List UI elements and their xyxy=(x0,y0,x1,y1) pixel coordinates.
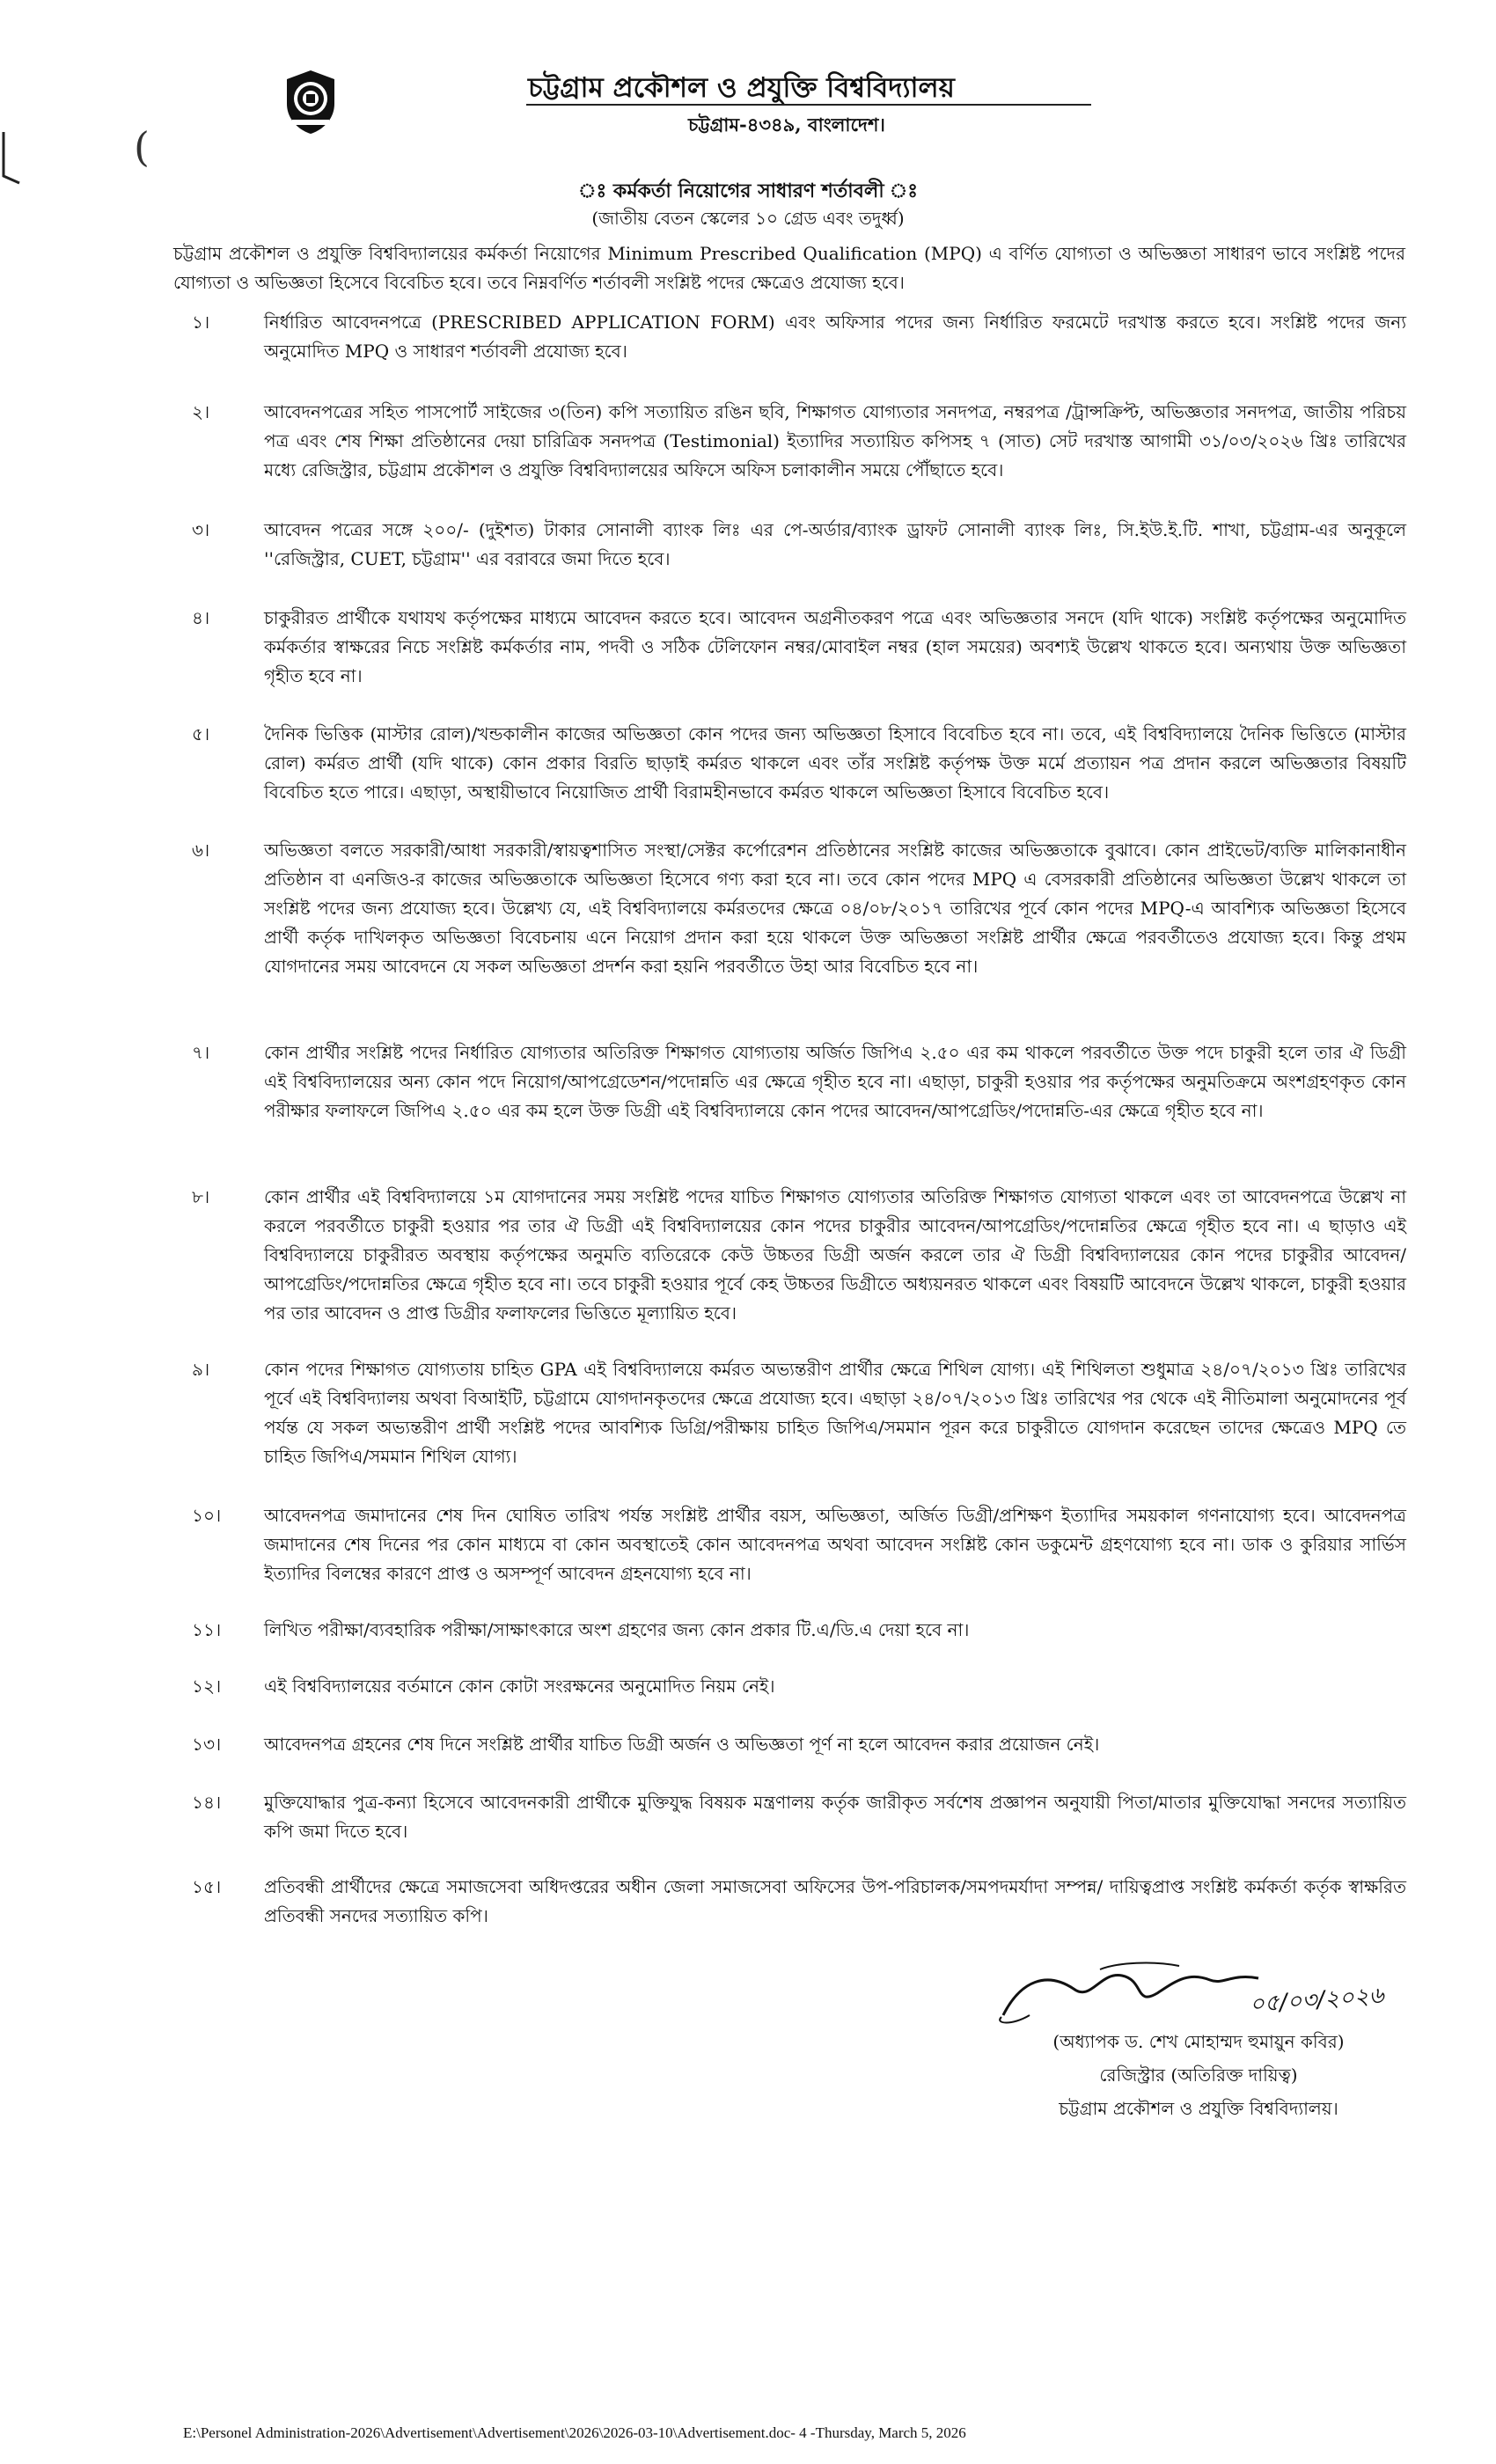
clause-text: চাকুরীরত প্রার্থীকে যথাযথ কর্তৃপক্ষের মাধ্যমে আবেদন করতে হবে। আবেদন অগ্রনীতকরণ পত্রে এবং অভিজ্ঞতার সনদে (যদি থাকে) সংশ্লিষ্ট কর্তৃপক্ষের অনুমোদিত কর্মকর্তার স্বাক্ষরের নিচে সংশ্লিষ্ট কর্মকর্তার নাম, পদবী ও সঠিক টেলিফোন নম্বর/মোবাইল নম্বর (হাল সময়ের) অবশ্যই উল্লেখ থাকতে হবে। অন্যথায় উক্ত অভিজ্ঞতা গৃহীত হবে না। xyxy=(264,607,1406,686)
signatory-name: (অধ্যাপক ড. শেখ মোহাম্মদ হুমায়ুন কবির) xyxy=(1052,2031,1345,2052)
signature-date: ০৫/০৩/২০২৬ xyxy=(1249,1982,1385,2019)
university-name: চট্টগ্রাম প্রকৌশল ও প্রযুক্তি বিশ্ববিদ্যালয় xyxy=(528,72,955,104)
university-address: চট্টগ্রাম-৪৩৪৯, বাংলাদেশ। xyxy=(688,114,885,136)
clause-number: ৪। xyxy=(192,607,210,628)
clause-number: ২। xyxy=(192,401,210,422)
clause-text: এই বিশ্ববিদ্যালয়ের বর্তমানে কোন কোটা সংরক্ষনের অনুমোদিত নিয়ম নেই। xyxy=(264,1676,775,1697)
intro-paragraph: চট্টগ্রাম প্রকৌশল ও প্রযুক্তি বিশ্ববিদ্যালয়ের কর্মকর্তা নিয়োগের Minimum Prescribed Qualification (MPQ) এ বর্ণিত যোগ্যতা ও অভিজ্ঞতা সাধারণ ভাবে সংশ্লিষ্ট পদের যোগ্যতা ও অভিজ্ঞতা হিসেবে বিবেচিত হবে। তবে নিম্নবর্ণিত শর্তাবলী সংশ্লিষ্ট পদের ক্ষেত্রেও প্রযোজ্য হবে। xyxy=(173,243,1405,293)
clause-number: ৫। xyxy=(192,723,210,744)
clause-number: ১১। xyxy=(192,1619,222,1640)
clause-text: কোন পদের শিক্ষাগত যোগ্যতায় চাহিত GPA এই বিশ্ববিদ্যালয়ে কর্মরত অভ্যন্তরীণ প্রার্থীর ক্ষেত্রে শিথিল যোগ্য। এই শিথিলতা শুধুমাত্র ২৪/০৭/২০১৩ খ্রিঃ তারিখের পূর্বে এই বিশ্ববিদ্যালয় অথবা বিআইটি, চট্টগ্রামে যোগদানকৃতদের ক্ষেত্রে প্রযোজ্য হবে। এছাড়া ২৪/০৭/২০১৩ খ্রিঃ তারিখের পর থেকে এই নীতিমালা অনুমোদনের পূর্ব পর্যন্ত যে সকল অভ্যন্তরীণ প্রার্থী সংশ্লিষ্ট পদের আবশ্যিক ডিগ্রি/পরীক্ষায় চাহিত জিপিএ/সমমান পূরন করে চাকুরীতে যোগদান করেছেন তাদের ক্ষেত্রেও MPQ তে চাহিত জিপিএ/সমমান শিথিল যোগ্য। xyxy=(264,1359,1406,1467)
clause-text: কোন প্রার্থীর এই বিশ্ববিদ্যালয়ে ১ম যোগদানের সময় সংশ্লিষ্ট পদের যাচিত শিক্ষাগত যোগ্যতার অতিরিক্ত শিক্ষাগত যোগ্যতা থাকলে এবং তা আবেদনপত্রে উল্লেখ না করলে পরবর্তীতে চাকুরী হওয়ার পর তার ঐ ডিগ্রী এই বিশ্ববিদ্যালয়ের কোন পদের চাকুরীর আবেদন/আপগ্রেডিং/পদোন্নতির ক্ষেত্রে গৃহীত হবে না। এ ছাড়াও এই বিশ্ববিদ্যালয়ে চাকুরীরত অবস্থায় কর্তৃপক্ষের অনুমতি ব্যতিরেকে কেউ উচ্চতর ডিগ্রী অর্জন করলে তার ঐ ডিগ্রী বিশ্ববিদ্যালয়ের কোন পদের চাকুরীর আবেদন/আপগ্রেডিং/পদোন্নতির ক্ষেত্রে গৃহীত হবে না। তবে চাকুরী হওয়ার পূর্বে কেহ উচ্চতর ডিগ্রীতে অধ্যয়নরত থাকলে এবং বিষয়টি আবেদনে উল্লেখ থাকলে, চাকুরী হওয়ার পর তার আবেদন ও প্রাপ্ত ডিগ্রীর ফলাফলের ভিত্তিতে মূল্যায়িত হবে। xyxy=(264,1186,1406,1324)
clause-number: ১০। xyxy=(192,1505,222,1526)
clause-number: ৯। xyxy=(192,1359,210,1380)
signatory-designation: রেজিস্ট্রার (অতিরিক্ত দায়িত্ব) xyxy=(1099,2064,1298,2086)
clause-text: লিখিত পরীক্ষা/ব্যবহারিক পরীক্ষা/সাক্ষাৎকারে অংশ গ্রহণের জন্য কোন প্রকার টি.এ/ডি.এ দেয়া হবে না। xyxy=(264,1619,970,1640)
document-subtitle: (জাতীয় বেতন স্কেলের ১০ গ্রেড এবং তদুর্ধ্ব) xyxy=(591,208,905,229)
clause-text: অভিজ্ঞতা বলতে সরকারী/আধা সরকারী/স্বায়ত্বশাসিত সংস্থা/সেক্টর কর্পোরেশন প্রতিষ্ঠানের সংশ্লিষ্ট কাজের অভিজ্ঞতাকে বুঝাবে। কোন প্রাইভেট/ব্যক্তি মালিকানাধীন প্রতিষ্ঠান বা এনজিও-র কাজের অভিজ্ঞতাকে অভিজ্ঞতা হিসেবে গণ্য করা হবে না। তবে কোন পদের MPQ এ বেসরকারী প্রতিষ্ঠানের অভিজ্ঞতা উল্লেখ থাকলে তা সংশ্লিষ্ট পদের জন্য প্রযোজ্য হবে। উল্লেখ্য যে, এই বিশ্ববিদ্যালয়ে কর্মরতদের ক্ষেত্রে ০৪/০৮/২০১৭ তারিখের পূর্বে কোন পদের MPQ-এ আবশ্যিক অভিজ্ঞতা হিসেবে প্রার্থী কর্তৃক দাখিলকৃত অভিজ্ঞতা বিবেচনায় এনে নিয়োগ প্রদান করা হয়ে থাকলে উক্ত অভিজ্ঞতা সংশ্লিষ্ট প্রার্থীর ক্ষেত্রে পরবর্তীতেও প্রযোজ্য হবে। কিন্তু প্রথম যোগদানের সময় আবেদনে যে সকল অভিজ্ঞতা প্রদর্শন করা হয়নি পরবর্তীতে উহা আর বিবেচিত হবে না। xyxy=(264,840,1406,977)
clause-text: মুক্তিযোদ্ধার পুত্র-কন্যা হিসেবে আবেদনকারী প্রার্থীকে মুক্তিযুদ্ধ বিষয়ক মন্ত্রণালয় কর্তৃক জারীকৃত সর্বশেষ প্রজ্ঞাপন অনুযায়ী পিতা/মাতার মুক্তিযোদ্ধা সনদের সত্যায়িত কপি জমা দিতে হবে। xyxy=(264,1792,1406,1842)
clause-text: কোন প্রার্থীর সংশ্লিষ্ট পদের নির্ধারিত যোগ্যতার অতিরিক্ত শিক্ষাগত যোগ্যতায় অর্জিত জিপিএ ২.৫০ এর কম থাকলে পরবর্তীতে উক্ত পদে চাকুরী হলে তার ঐ ডিগ্রী এই বিশ্ববিদ্যালয়ের অন্য কোন পদে নিয়োগ/আপগ্রেডেশন/পদোন্নতি এর ক্ষেত্রে গৃহীত হবে না। এছাড়া, চাকুরী হওয়ার পর কর্তৃপক্ষের অনুমতিক্রমে অংশগ্রহণকৃত কোন পরীক্ষার ফলাফলে জিপিএ ২.৫০ এর কম হলে উক্ত ডিগ্রী এই বিশ্ববিদ্যালয়ে কোন পদের আবেদন/আপগ্রেডিং/পদোন্নতি-এর ক্ষেত্রে গৃহীত হবে না। xyxy=(264,1042,1406,1121)
clause-number: ৬। xyxy=(192,840,210,861)
document-title: ঃ কর্মকর্তা নিয়োগের সাধারণ শর্তাবলী ঃ xyxy=(577,180,919,202)
clause-number: ১৪। xyxy=(192,1792,222,1813)
clause-number: ৭। xyxy=(192,1042,210,1063)
university-seal-icon xyxy=(283,69,338,136)
file-path-footer: E:\Personel Administration-2026\Advertisement\Advertisement\2026\2026-03-10\Advertisement.doc- 4 -Thursday, March 5, 2026 xyxy=(183,2424,966,2441)
clause-number: ১২। xyxy=(192,1676,222,1697)
clause-number: ৮। xyxy=(192,1186,210,1207)
clause-text: আবেদন পত্রের সঙ্গে ২০০/- (দুইশত) টাকার সোনালী ব্যাংক লিঃ এর পে-অর্ডার/ব্যাংক ড্রাফট সোনালী ব্যাংক লিঃ, সি.ইউ.ই.টি. শাখা, চট্টগ্রাম-এর অনুকূলে ''রেজিস্ট্রার, CUET, চট্টগ্রাম'' এর বরাবরে জমা দিতে হবে। xyxy=(264,519,1406,569)
clause-text: নির্ধারিত আবেদনপত্রে (PRESCRIBED APPLICATION FORM) এবং অফিসার পদের জন্য নির্ধারিত ফরমেটে দরখাস্ত করতে হবে। সংশ্লিষ্ট পদের জন্য অনুমোদিত MPQ ও সাধারণ শর্তাবলী প্রযোজ্য হবে। xyxy=(264,312,1406,362)
clause-number: ১। xyxy=(192,312,210,333)
clause-text: আবেদনপত্র গ্রহনের শেষ দিনে সংশ্লিষ্ট প্রার্থীর যাচিত ডিগ্রী অর্জন ও অভিজ্ঞতা পূর্ণ না হলে আবেদন করার প্রয়োজন নেই। xyxy=(264,1734,1100,1755)
clause-number: ১৩। xyxy=(192,1734,222,1755)
clause-text: আবেদনপত্রের সহিত পাসপোর্ট সাইজের ৩(তিন) কপি সত্যায়িত রঙিন ছবি, শিক্ষাগত যোগ্যতার সনদপত্র, নম্বরপত্র /ট্রান্সক্রিপ্ট, অভিজ্ঞতার সনদপত্র, জাতীয় পরিচয় পত্র এবং শেষ শিক্ষা প্রতিষ্ঠানের দেয়া চারিত্রিক সনদপত্র (Testimonial) ইত্যাদির সত্যায়িত কপিসহ ৭ (সাত) সেট দরখাস্ত আগামী ৩১/০৩/২০২৬ খ্রিঃ তারিখের মধ্যে রেজিস্ট্রার, চট্টগ্রাম প্রকৌশল ও প্রযুক্তি বিশ্ববিদ্যালয়ের অফিসে অফিস চলাকালীন সময়ে পৌঁছাতে হবে। xyxy=(264,401,1406,480)
clause-text: আবেদনপত্র জমাদানের শেষ দিন ঘোষিত তারিখ পর্যন্ত সংশ্লিষ্ট প্রার্থীর বয়স, অভিজ্ঞতা, অর্জিত ডিগ্রী/প্রশিক্ষণ ইত্যাদির সময়কাল গণনাযোগ্য হবে। আবেদনপত্র জমাদানের শেষ দিনের পর কোন মাধ্যমে বা কোন অবস্থাতেই কোন আবেদনপত্র অথবা আবেদন সংশ্লিষ্ট কোন ডকুমেন্ট গ্রহণযোগ্য হবে না। ডাক ও কুরিয়ার সার্ভিস ইত্যাদির বিলম্বের কারণে প্রাপ্ত ও অসম্পূর্ণ আবেদন গ্রহনযোগ্য হবে না। xyxy=(264,1505,1406,1584)
clause-number: ১৫। xyxy=(192,1876,222,1897)
clause-text: দৈনিক ভিত্তিক (মাস্টার রোল)/খন্ডকালীন কাজের অভিজ্ঞতা কোন পদের জন্য অভিজ্ঞতা হিসাবে বিবেচিত হবে না। তবে, এই বিশ্ববিদ্যালয়ে দৈনিক ভিত্তিতে (মাস্টার রোল) কর্মরত প্রার্থী (যদি থাকে) কোন প্রকার বিরতি ছাড়াই কর্মরত থাকলে এবং তাঁর সংশ্লিষ্ট কর্তৃপক্ষ উক্ত মর্মে প্রত্যায়ন পত্র প্রদান করলে অভিজ্ঞতার বিষয়টি বিবেচিত হতে পারে। এছাড়া, অস্থায়ীভাবে নিয়োজিত প্রার্থী বিরামহীনভাবে কর্মরত থাকলে অভিজ্ঞতা হিসাবে বিবেচিত হবে। xyxy=(264,723,1406,803)
margin-bracket-icon: ( xyxy=(134,123,150,171)
signatory-organization: চট্টগ্রাম প্রকৌশল ও প্রযুক্তি বিশ্ববিদ্যালয়। xyxy=(1059,2098,1338,2119)
clause-number: ৩। xyxy=(192,519,210,540)
clause-text: প্রতিবন্ধী প্রার্থীদের ক্ষেত্রে সমাজসেবা অধিদপ্তরের অধীন জেলা সমাজসেবা অফিসের উপ-পরিচালক/সমপদমর্যাদা সম্পন্ন/ দায়িত্বপ্রাপ্ত সংশ্লিষ্ট কর্মকর্তা কর্তৃক স্বাক্ষরিত প্রতিবন্ধী সনদের সত্যায়িত কপি। xyxy=(264,1876,1406,1926)
header-underline xyxy=(526,104,1091,106)
